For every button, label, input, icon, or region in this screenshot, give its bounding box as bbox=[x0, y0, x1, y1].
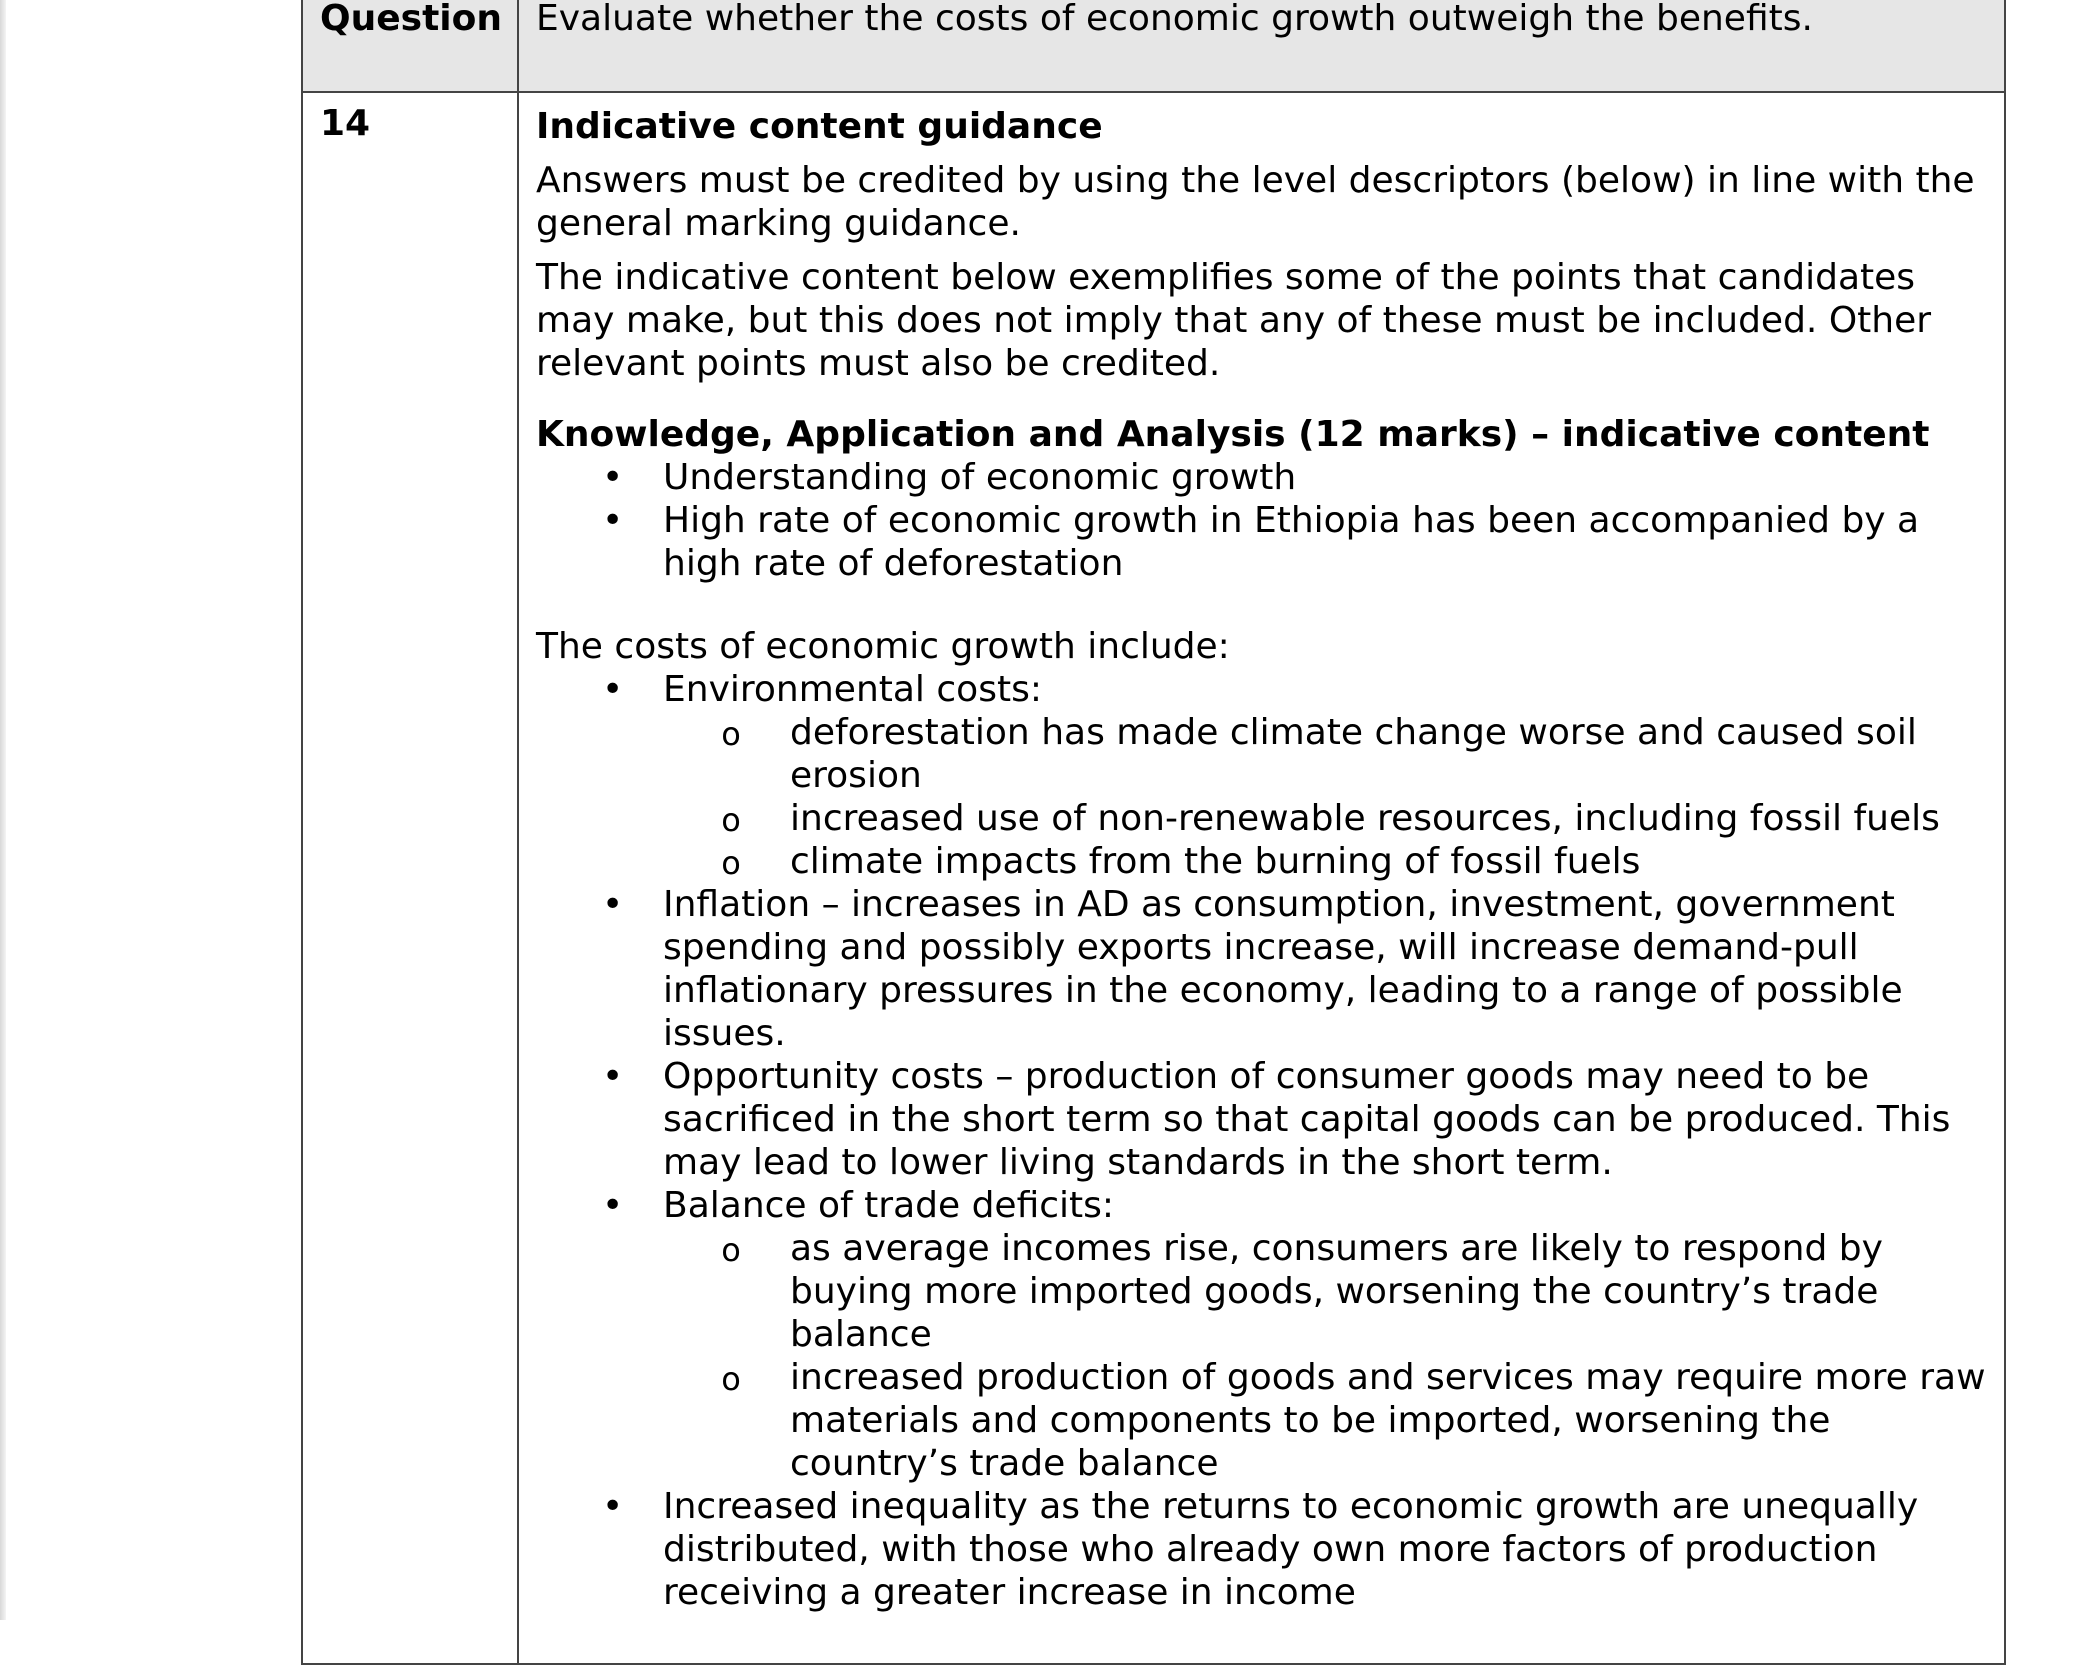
indicative-content bbox=[518, 92, 2005, 1664]
list-item bbox=[536, 1055, 1986, 1184]
sub-list-item bbox=[663, 711, 1986, 797]
sub-list-item bbox=[663, 1227, 1986, 1356]
circle-bullet-icon: o bbox=[721, 1231, 741, 1269]
sub-list-item-text: increased production of goods and services may require more raw materials and components to be imported, worsening the country’s trade balance bbox=[790, 1357, 1986, 1484]
bullet-icon: • bbox=[602, 457, 624, 498]
circle-bullet-icon: o bbox=[721, 801, 741, 839]
list-item bbox=[536, 668, 1986, 883]
circle-bullet-icon: o bbox=[721, 715, 741, 753]
sub-list-item bbox=[663, 1356, 1986, 1485]
sub-list-item bbox=[663, 840, 1986, 883]
list-item bbox=[536, 499, 1986, 585]
guidance-paragraph-1: Answers must be credited by using the level descriptors (below) in line with the general marking guidance. bbox=[536, 160, 1975, 244]
bullet-icon: • bbox=[602, 1185, 624, 1226]
guidance-paragraph-2: The indicative content below exemplifies some of the points that candidates may make, but this does not imply that any of these must be included. Other relevant points must also be credited. bbox=[536, 257, 1932, 384]
list-item bbox=[536, 1485, 1986, 1614]
list-item bbox=[536, 1184, 1986, 1485]
mark-scheme-table bbox=[301, 0, 2006, 1665]
list-item-text: Inflation – increases in AD as consumption, investment, government spending and possibly exports increase, will increase demand-pull inflationary pressures in the economy, leading to a range of possible issues. bbox=[663, 884, 1903, 1054]
sub-list-item-text: as average incomes rise, consumers are likely to respond by buying more imported goods, worsening the country’s trade balance bbox=[790, 1228, 1883, 1355]
costs-intro: The costs of economic growth include: bbox=[536, 626, 1230, 667]
costs-list bbox=[536, 668, 1986, 1614]
trade-sublist bbox=[663, 1227, 1986, 1485]
bullet-icon: • bbox=[602, 500, 624, 541]
sub-list-item-text: deforestation has made climate change worse and caused soil erosion bbox=[790, 712, 1917, 796]
bullet-icon: • bbox=[602, 1486, 624, 1527]
list-item bbox=[536, 456, 1986, 499]
circle-bullet-icon: o bbox=[721, 844, 741, 882]
list-item-text: High rate of economic growth in Ethiopia has been accompanied by a high rate of deforestation bbox=[663, 500, 1920, 584]
question-label: Question bbox=[302, 0, 518, 92]
guidance-heading: Indicative content guidance bbox=[536, 106, 1103, 147]
list-item bbox=[536, 883, 1986, 1055]
list-item-text: Balance of trade deficits: bbox=[663, 1185, 1115, 1226]
bullet-icon: • bbox=[602, 1056, 624, 1097]
header-row bbox=[302, 0, 2005, 92]
kaa-list bbox=[536, 456, 1986, 585]
environmental-sublist bbox=[663, 711, 1986, 883]
kaa-heading: Knowledge, Application and Analysis (12 marks) – indicative content bbox=[536, 414, 1930, 455]
content-row bbox=[302, 92, 2005, 1664]
list-item-text: Opportunity costs – production of consumer goods may need to be sacrificed in the short term so that capital goods can be produced. This may lead to lower living standards in the short term. bbox=[663, 1056, 1951, 1183]
circle-bullet-icon: o bbox=[721, 1360, 741, 1398]
page-edge-shadow bbox=[0, 0, 6, 1620]
list-item-text: Environmental costs: bbox=[663, 669, 1042, 710]
sub-list-item bbox=[663, 797, 1986, 840]
list-item-text: Increased inequality as the returns to economic growth are unequally distributed, with those who already own more factors of production receiving a greater increase in income bbox=[663, 1486, 1919, 1613]
list-item-text: Understanding of economic growth bbox=[663, 457, 1297, 498]
sub-list-item-text: climate impacts from the burning of fossil fuels bbox=[790, 841, 1641, 882]
bullet-icon: • bbox=[602, 884, 624, 925]
question-number: 14 bbox=[302, 92, 518, 1664]
sub-list-item-text: increased use of non-renewable resources, including fossil fuels bbox=[790, 798, 1940, 839]
question-text: Evaluate whether the costs of economic growth outweigh the benefits. bbox=[518, 0, 2005, 92]
bullet-icon: • bbox=[602, 669, 624, 710]
